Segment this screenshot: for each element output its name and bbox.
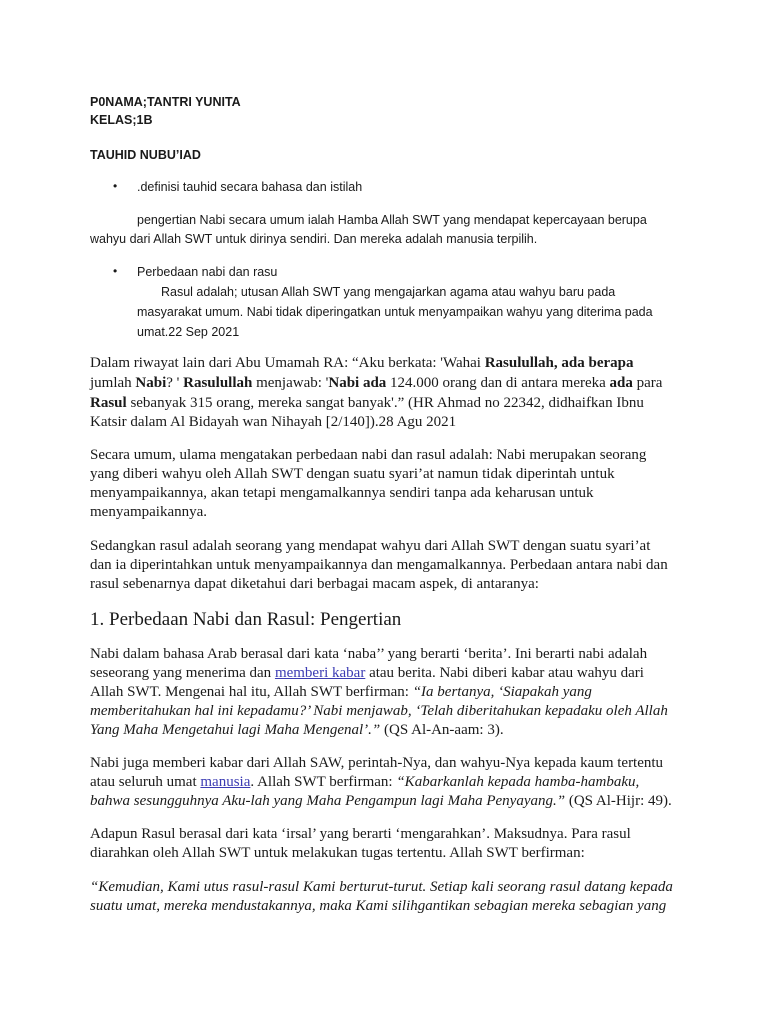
text-run-bold: Rasulullah [183, 375, 253, 391]
text-run: atau berita. Nabi diberi kabar atau wahyu dari [365, 665, 644, 681]
text-run: para [632, 375, 663, 391]
text-run-italic: “Ia bertanya, ‘Siapakah yang [412, 684, 592, 700]
quote-line-1: “Kemudian, Kami utus rasul-rasul Kami berturut-turut. Setiap kali seorang rasul datang kepada [90, 879, 673, 895]
bullet-label-perbedaan: Perbedaan nabi dan rasu [137, 265, 278, 279]
bullet-icon: • [113, 179, 118, 193]
quote-line-2: suatu umat, mereka mendustakannya, maka Kami silihgantikan sebagian mereka sebagian yang [90, 898, 667, 914]
text-run: . Allah SWT berfirman: [250, 774, 397, 790]
s1p2-line-3 [90, 793, 672, 810]
s1p1-line-5 [90, 722, 504, 739]
section-heading: 1. Perbedaan Nabi dan Rasul: Pengertian [90, 609, 402, 630]
s1p2-line-2 [90, 774, 639, 791]
student-class: KELAS;1B [90, 113, 153, 127]
s1p2-line-1: Nabi juga memberi kabar dari Allah SAW, perintah-Nya, dan wahyu-Nya kepada kaum tertentu [90, 755, 664, 771]
text-run: 124.000 orang dan di antara mereka [386, 375, 610, 391]
text-run: jumlah [90, 375, 136, 391]
text-run: Allah SWT. Mengenai hal itu, Allah SWT berfirman: [90, 684, 413, 700]
umum-line-3: menyampaikannya, akan tetapi mengamalkannya sendiri tanpa ada keharusan untuk [90, 485, 594, 501]
s1p1-line-3 [90, 684, 592, 701]
s1p1-line-2 [90, 665, 644, 682]
text-run: seseorang yang menerima dan [90, 665, 275, 681]
riwayat-line-4: Katsir dalam Al Bidayah wan Nihayah [2/140]).28 Agu 2021 [90, 414, 457, 430]
text-run-italic: Yang Maha Mengetahui lagi Maha Mengenal’.” [90, 722, 381, 738]
riwayat-line-2 [90, 375, 662, 392]
text-run: Dalam riwayat lain dari Abu Umamah RA: “Aku berkata: 'Wahai [90, 355, 485, 371]
umum-line-2: yang diberi wahyu oleh Allah SWT dengan suatu syari’at namun tidak diperintah untuk [90, 466, 615, 482]
s1p1-line-1: Nabi dalam bahasa Arab berasal dari kata ‘naba’’ yang berarti ‘berita’. Ini berarti nabi adalah [90, 646, 648, 662]
s1p3-line-2: diarahkan oleh Allah SWT untuk melakukan tugas tertentu. Allah SWT berfirman: [90, 845, 585, 861]
text-run-bold: ada [609, 375, 633, 391]
memberi-kabar-link[interactable]: memberi kabar [274, 665, 366, 681]
manusia-link[interactable]: manusia [200, 774, 251, 790]
definition-line-1: pengertian Nabi secara umum ialah Hamba Allah SWT yang mendapat kepercayaan berupa [137, 213, 647, 227]
text-run: menjawab: ' [252, 375, 329, 391]
rasul-para-line-3: rasul sebenarnya dapat diketahui dari berbagai macam aspek, di antaranya: [90, 576, 539, 592]
rasul-def-line-3: umat.22 Sep 2021 [137, 325, 240, 339]
umum-line-4: menyampaikannya. [90, 504, 208, 520]
text-run: atau seluruh umat [90, 774, 201, 790]
rasul-para-line-1: Sedangkan rasul adalah seorang yang mendapat wahyu dari Allah SWT dengan suatu syari’at [90, 538, 651, 554]
riwayat-line-3 [90, 395, 644, 412]
text-run: ? ' [166, 375, 184, 391]
student-name: P0NAMA;TANTRI YUNITA [90, 95, 241, 109]
bullet-icon: • [113, 264, 118, 278]
text-run: sebanyak 315 orang, mereka sangat banyak'.” (HR Ahmad no 22342, didhaifkan Ibnu [126, 395, 644, 411]
text-run: (QS Al-Hijr: 49). [565, 793, 672, 809]
rasul-def-line-2: masyarakat umum. Nabi tidak diperingatkan untuk menyampaikan wahyu yang diterima pada [137, 305, 653, 319]
umum-line-1: Secara umum, ulama mengatakan perbedaan nabi dan rasul adalah: Nabi merupakan seorang [90, 447, 647, 463]
definition-line-2: wahyu dari Allah SWT untuk dirinya sendiri. Dan mereka adalah manusia terpilih. [90, 232, 538, 246]
s1p1-line-4: memberitahukan hal ini kepadamu?’ Nabi menjawab, ‘Telah diberitahukan kepadaku oleh Allah [90, 703, 668, 719]
text-run-bold: Rasul [90, 395, 127, 411]
rasul-def-line-1: Rasul adalah; utusan Allah SWT yang mengajarkan agama atau wahyu baru pada [161, 285, 616, 299]
s1p3-line-1: Adapun Rasul berasal dari kata ‘irsal’ yang berarti ‘mengarahkan’. Maksudnya. Para rasul [90, 826, 631, 842]
text-run-italic: “Kabarkanlah kepada hamba-hambaku, [396, 774, 640, 790]
riwayat-line-1 [90, 355, 634, 372]
text-run: (QS Al-An-aam: 3). [380, 722, 504, 738]
document-title: TAUHID NUBU’IAD [90, 148, 201, 162]
bullet-label-definition: .definisi tauhid secara bahasa dan istilah [137, 180, 363, 194]
text-run-bold: , [553, 355, 562, 371]
text-run-italic: bahwa sesungguhnya Aku-lah yang Maha Pengampun lagi Maha Penyayang.” [90, 793, 566, 809]
rasul-para-line-2: dan ia diperintahkan untuk menyampaikannya dan mengamalkannya. Perbedaan antara nabi dan [90, 557, 668, 573]
text-run-bold: Rasulullah [484, 355, 554, 371]
text-run-bold: Nabi [135, 375, 167, 391]
text-run-bold: ada berapa [561, 355, 634, 371]
text-run-bold: Nabi ada [328, 375, 387, 391]
